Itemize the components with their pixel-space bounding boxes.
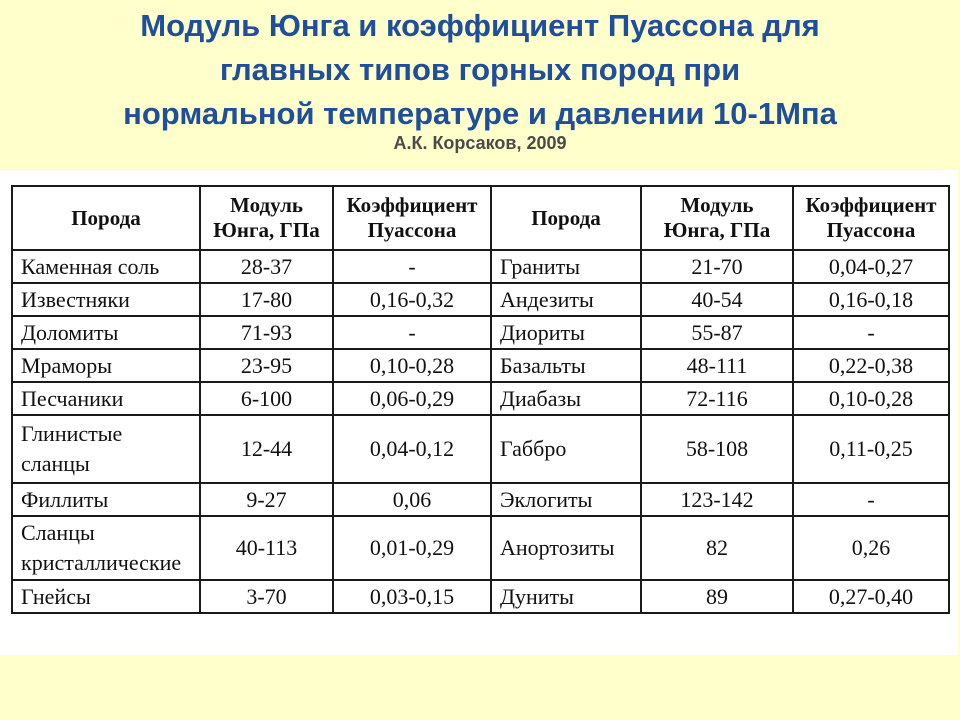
rock-name: Габбро <box>491 415 641 483</box>
young-modulus-value: 40-113 <box>200 516 333 580</box>
table-row <box>12 483 949 516</box>
young-modulus-value: 58-108 <box>641 415 793 483</box>
table-sheet <box>0 170 958 655</box>
table-row <box>12 516 949 580</box>
table-row <box>12 250 949 283</box>
slide-title-line-1: Модуль Юнга и коэффициент Пуассона для <box>140 8 820 43</box>
rock-name: Сланцы кристаллические <box>12 516 200 580</box>
rock-name: Эклогиты <box>491 483 641 516</box>
rock-name: Андезиты <box>491 283 641 316</box>
young-modulus-value: 6-100 <box>200 382 333 415</box>
young-modulus-value: 71-93 <box>200 316 333 349</box>
rock-name: Базальты <box>491 349 641 382</box>
poisson-ratio-value: 0,01-0,29 <box>333 516 491 580</box>
table-row <box>12 580 949 613</box>
poisson-ratio-value: 0,03-0,15 <box>333 580 491 613</box>
young-modulus-value: 12-44 <box>200 415 333 483</box>
young-modulus-value: 40-54 <box>641 283 793 316</box>
rock-name: Каменная соль <box>12 250 200 283</box>
table-row <box>12 283 949 316</box>
poisson-ratio-value: 0,06 <box>333 483 491 516</box>
rock-name: Мраморы <box>12 349 200 382</box>
poisson-ratio-value: 0,10-0,28 <box>793 382 949 415</box>
young-modulus-value: 21-70 <box>641 250 793 283</box>
slide-subtitle-author: А.К. Корсаков, 2009 <box>393 133 567 153</box>
table-row <box>12 382 949 415</box>
young-modulus-value: 17-80 <box>200 283 333 316</box>
slide-title-line-3: нормальной температуре и давлении 10-1Мпа <box>123 96 837 131</box>
slide-title <box>0 4 960 136</box>
header-young-modulus-right: Модуль Юнга, ГПа <box>641 186 793 250</box>
header-rock-left: Порода <box>12 186 200 250</box>
young-modulus-value: 9-27 <box>200 483 333 516</box>
rock-name: Дуниты <box>491 580 641 613</box>
rock-name: Песчаники <box>12 382 200 415</box>
rock-name: Филлиты <box>12 483 200 516</box>
rock-name: Диориты <box>491 316 641 349</box>
poisson-ratio-value: 0,10-0,28 <box>333 349 491 382</box>
header-young-modulus-left: Модуль Юнга, ГПа <box>200 186 333 250</box>
poisson-ratio-value: 0,04-0,12 <box>333 415 491 483</box>
poisson-ratio-value: - <box>333 316 491 349</box>
rock-name: Диабазы <box>491 382 641 415</box>
rock-name: Гнейсы <box>12 580 200 613</box>
header-rock-right: Порода <box>491 186 641 250</box>
young-modulus-value: 72-116 <box>641 382 793 415</box>
poisson-ratio-value: - <box>793 483 949 516</box>
table-header-row <box>12 186 949 250</box>
poisson-ratio-value: - <box>793 316 949 349</box>
table-row <box>12 349 949 382</box>
poisson-ratio-value: 0,06-0,29 <box>333 382 491 415</box>
poisson-ratio-value: 0,04-0,27 <box>793 250 949 283</box>
table-row <box>12 415 949 483</box>
young-modulus-value: 48-111 <box>641 349 793 382</box>
slide-title-line-2: главных типов горных пород при <box>219 52 741 87</box>
rock-name: Доломиты <box>12 316 200 349</box>
young-modulus-value: 3-70 <box>200 580 333 613</box>
poisson-ratio-value: 0,27-0,40 <box>793 580 949 613</box>
poisson-ratio-value: 0,16-0,32 <box>333 283 491 316</box>
young-modulus-value: 123-142 <box>641 483 793 516</box>
rock-name: Глинистые сланцы <box>12 415 200 483</box>
table-row <box>12 316 949 349</box>
rock-name: Анортозиты <box>491 516 641 580</box>
rock-properties-table <box>11 185 950 614</box>
header-poisson-ratio-right: Коэффициент Пуассона <box>793 186 949 250</box>
young-modulus-value: 55-87 <box>641 316 793 349</box>
poisson-ratio-value: 0,16-0,18 <box>793 283 949 316</box>
young-modulus-value: 82 <box>641 516 793 580</box>
poisson-ratio-value: - <box>333 250 491 283</box>
poisson-ratio-value: 0,22-0,38 <box>793 349 949 382</box>
header-poisson-ratio-left: Коэффициент Пуассона <box>333 186 491 250</box>
young-modulus-value: 23-95 <box>200 349 333 382</box>
poisson-ratio-value: 0,11-0,25 <box>793 415 949 483</box>
young-modulus-value: 89 <box>641 580 793 613</box>
poisson-ratio-value: 0,26 <box>793 516 949 580</box>
young-modulus-value: 28-37 <box>200 250 333 283</box>
rock-name: Известняки <box>12 283 200 316</box>
rock-name: Граниты <box>491 250 641 283</box>
